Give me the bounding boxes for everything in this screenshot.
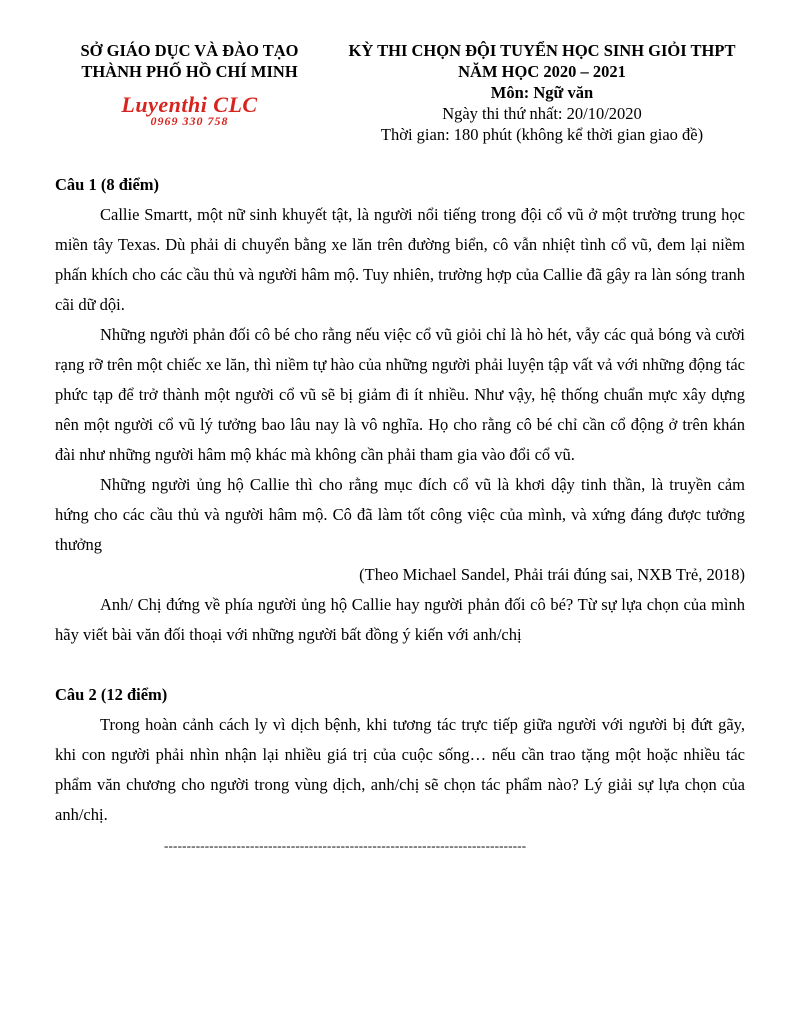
spacer (55, 650, 745, 680)
exam-duration: Thời gian: 180 phút (không kể thời gian giao đề) (380, 125, 704, 144)
question-1-paragraph: Những người phản đối cô bé cho rằng nếu việc cổ vũ giỏi chỉ là hò hét, vẫy các quả bóng và cười rạng rỡ trên một chiếc xe lăn, thì niềm tự hào của những người phải luyện tập vất vả với những động tác phức tạp để trở thành một người cổ vũ sẽ bị giảm đi ít nhiều. Như vậy, hệ thống chuẩn mực xây dựng nên một người cổ vũ lý tưởng bao lâu nay là vô nghĩa. Họ cho rằng cô bé chỉ cần cổ động ở trên khán đài như những người hâm mộ khác mà không cần phải tham gia vào đổi cổ vũ. (55, 325, 745, 464)
school-year: NĂM HỌC 2020 – 2021 (458, 62, 626, 81)
question-1-source: (Theo Michael Sandel, Phải trái đúng sai, NXB Trẻ, 2018) (359, 565, 745, 584)
watermark-logo (62, 94, 317, 128)
question-1-title: Câu 1 (8 điểm) (55, 175, 160, 194)
exam-date: Ngày thi thứ nhất: 20/10/2020 (442, 104, 642, 123)
department-name: SỞ GIÁO DỤC VÀ ĐÀO TẠO (80, 41, 299, 60)
city-name: THÀNH PHỐ HỒ CHÍ MINH (81, 62, 298, 81)
question-1-paragraph: Callie Smartt, một nữ sinh khuyết tật, là người nổi tiếng trong đội cổ vũ ở một trường trung học miền tây Texas. Dù phải di chuyển bằng xe lăn trên đường biển, cô vẫn nhiệt tình cổ vũ, đem lại niềm phấn khích cho các cầu thủ và người hâm mộ. Tuy nhiên, trường hợp của Callie đã gây ra làn sóng tranh cãi dữ dội. (55, 205, 745, 314)
exam-title: KỲ THI CHỌN ĐỘI TUYỂN HỌC SINH GIỎI THPT (348, 41, 736, 60)
question-1-paragraph: Những người ủng hộ Callie thì cho rằng mục đích cổ vũ là khơi dậy tinh thần, là truyền cảm hứng cho các cầu thủ và người hâm mộ. Cô đã làm tốt công việc của mình, và xứng đáng được tưởng thưởng (55, 475, 745, 554)
exam-info-block (322, 40, 762, 145)
question-2-title: Câu 2 (12 điểm) (55, 685, 168, 704)
end-divider: -------------------------------------------------------------------------------- (164, 838, 527, 853)
subject: Môn: Ngữ văn (490, 83, 594, 102)
question-2-paragraph: Trong hoàn cảnh cách ly vì dịch bệnh, khi tương tác trực tiếp giữa người với người bị đứt gãy, khi con người phải nhìn nhận lại nhiều giá trị của cuộc sống… nếu cần trao tặng một hoặc nhiều tác phẩm văn chương cho người trong vùng dịch, anh/chị sẽ chọn tác phẩm nào? Lý giải sự lựa chọn của anh/chị. (55, 715, 745, 824)
exam-content (55, 170, 745, 830)
question-1-prompt: Anh/ Chị đứng về phía người ủng hộ Callie hay người phản đối cô bé? Từ sự lựa chọn của mình hãy viết bài văn đối thoại với những người bất đồng ý kiến với anh/chị (55, 595, 745, 644)
logo-title: Luyenthi CLC (121, 92, 258, 117)
issuer-block (62, 40, 317, 128)
logo-phone: 0969 330 758 (150, 114, 229, 128)
